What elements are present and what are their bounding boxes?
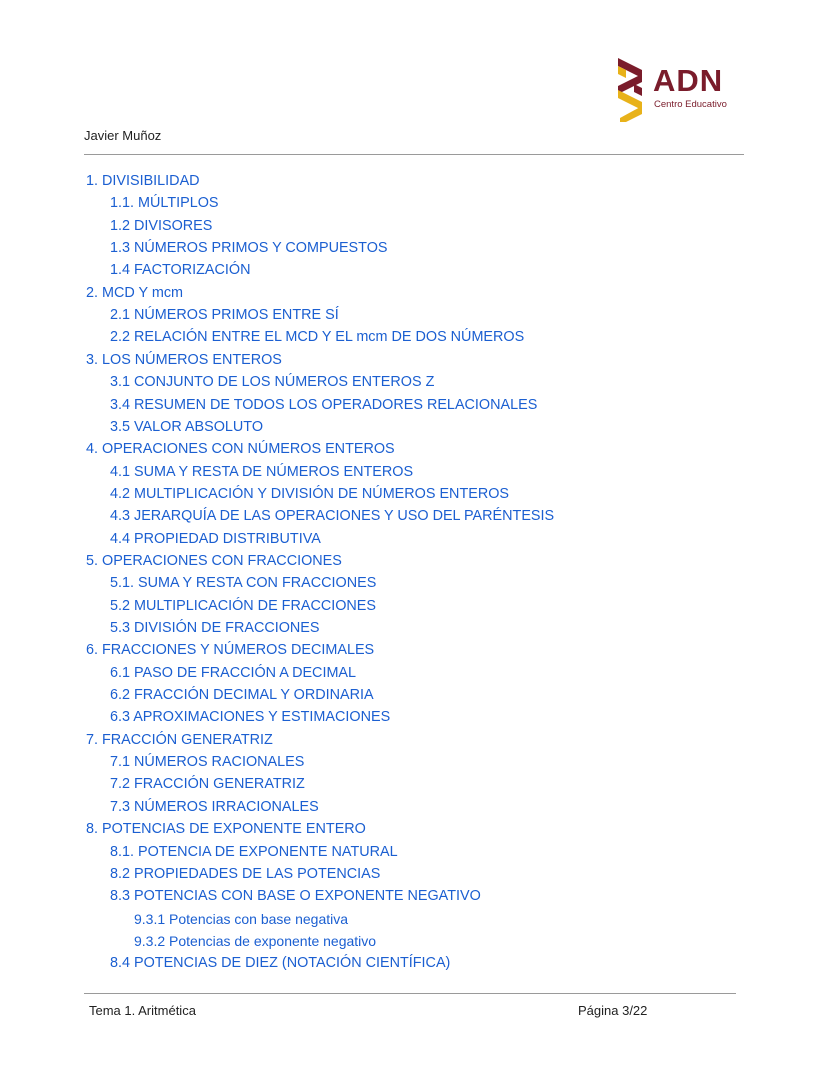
toc-entry[interactable]: 8.3 POTENCIAS CON BASE O EXPONENTE NEGATIVO	[110, 888, 481, 905]
toc-entry[interactable]: 8.4 POTENCIAS DE DIEZ (NOTACIÓN CIENTÍFICA)	[110, 955, 451, 972]
toc-entry[interactable]: 7.1 NÚMEROS RACIONALES	[110, 754, 305, 771]
toc-entry[interactable]: 2. MCD Y mcm	[86, 284, 184, 301]
toc-entry[interactable]: 9.3.2 Potencias de exponente negativo	[134, 932, 377, 949]
toc-entry[interactable]: 1. DIVISIBILIDAD	[86, 173, 200, 189]
toc-entry[interactable]: 5.1. SUMA Y RESTA CON FRACCIONES	[110, 575, 377, 592]
toc-entry[interactable]: 4.3 JERARQUÍA DE LAS OPERACIONES Y USO DEL PARÉNTESIS	[110, 508, 555, 525]
logo	[612, 56, 732, 122]
toc-entry[interactable]: 7.3 NÚMEROS IRRACIONALES	[110, 798, 319, 815]
logo-subtitle: Centro Educativo	[654, 99, 727, 110]
toc-entry[interactable]: 4. OPERACIONES CON NÚMEROS ENTEROS	[86, 441, 395, 458]
toc-entry[interactable]: 3.1 CONJUNTO DE LOS NÚMEROS ENTEROS Z	[110, 374, 435, 391]
logo-name: ADN	[653, 63, 724, 98]
footer-divider	[84, 993, 736, 994]
toc-entry[interactable]: 2.1 NÚMEROS PRIMOS ENTRE SÍ	[110, 307, 339, 324]
toc-entry[interactable]: 1.4 FACTORIZACIÓN	[110, 262, 251, 279]
toc-entry[interactable]: 2.2 RELACIÓN ENTRE EL MCD Y EL mcm DE DOS NÚMEROS	[110, 329, 525, 346]
toc-entry[interactable]: 3.5 VALOR ABSOLUTO	[110, 418, 264, 435]
toc-entry[interactable]: 1.1. MÚLTIPLOS	[110, 195, 219, 212]
toc-entry[interactable]: 7.2 FRACCIÓN GENERATRIZ	[110, 776, 305, 793]
dna-helix-icon	[612, 56, 652, 122]
toc-entry[interactable]: 8.2 PROPIEDADES DE LAS POTENCIAS	[110, 865, 381, 882]
toc-entry[interactable]: 6.3 APROXIMACIONES Y ESTIMACIONES	[110, 709, 391, 726]
toc-entry[interactable]: 8.1. POTENCIA DE EXPONENTE NATURAL	[110, 843, 398, 860]
toc-entry[interactable]: 4.4 PROPIEDAD DISTRIBUTIVA	[110, 530, 321, 547]
toc-entry[interactable]: 6.2 FRACCIÓN DECIMAL Y ORDINARIA	[110, 687, 374, 704]
toc-entry[interactable]: 5.3 DIVISIÓN DE FRACCIONES	[110, 620, 320, 636]
page-number: Página 3/22	[578, 1003, 648, 1018]
toc-entry[interactable]: 1.3 NÚMEROS PRIMOS Y COMPUESTOS	[110, 240, 388, 257]
toc-entry[interactable]: 4.2 MULTIPLICACIÓN Y DIVISIÓN DE NÚMEROS ENTEROS	[110, 485, 510, 502]
toc-entry[interactable]: 8. POTENCIAS DE EXPONENTE ENTERO	[86, 821, 366, 838]
author-name: Javier Muñoz	[84, 128, 162, 143]
toc-entry[interactable]: 4.1 SUMA Y RESTA DE NÚMEROS ENTEROS	[110, 463, 414, 480]
toc-entry[interactable]: 6. FRACCIONES Y NÚMEROS DECIMALES	[86, 642, 375, 659]
toc-entry[interactable]: 7. FRACCIÓN GENERATRIZ	[86, 731, 273, 748]
toc-entry[interactable]: 3.4 RESUMEN DE TODOS LOS OPERADORES RELACIONALES	[110, 396, 538, 413]
header-divider	[84, 154, 744, 155]
toc-entry[interactable]: 9.3.1 Potencias con base negativa	[134, 910, 349, 927]
toc-entry[interactable]: 3. LOS NÚMEROS ENTEROS	[86, 351, 282, 368]
footer-topic: Tema 1. Aritmética	[89, 1003, 196, 1018]
toc-entry[interactable]: 5. OPERACIONES CON FRACCIONES	[86, 552, 342, 569]
toc-entry[interactable]: 1.2 DIVISORES	[110, 217, 213, 234]
toc-entry[interactable]: 5.2 MULTIPLICACIÓN DE FRACCIONES	[110, 597, 377, 614]
toc-entry[interactable]: 6.1 PASO DE FRACCIÓN A DECIMAL	[110, 664, 357, 681]
